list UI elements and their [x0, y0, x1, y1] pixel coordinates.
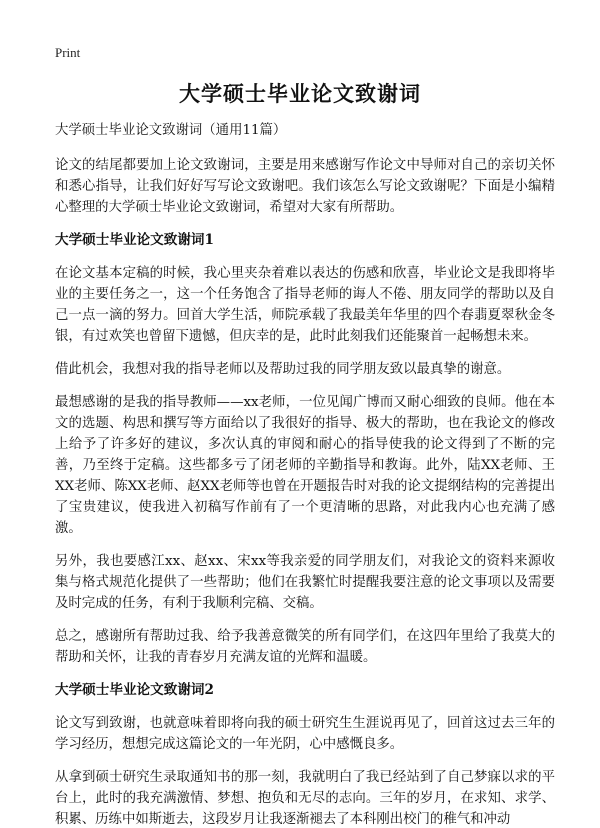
paragraph: 最想感谢的是我的指导教师——xx老师，一位见闻广博而又耐心细致的良师。他在本文的选题、构思和撰写等方面给以了我很好的指导、极大的帮助，也在我论文的修改上给予了许多好的建议，多次认真的审阅和耐心的指导使我的论文得到了不断的完善，乃至终于定稿。这些都多亏了闭老师的辛勤指导和教诲。此外，陆XX老师、王XX老师、陈XX老师、赵XX老师等也曾在开题报告时对我的论文提纲结构的完善提出了宝贵建议，使我进入初稿写作前有了一个更清晰的思路，对此我内心也充满了感激。	[55, 395, 555, 536]
paragraph: 从拿到硕士研究生录取通知书的那一刻，我就明白了我已经站到了自己梦寐以求的平台上，此时的我充满激情、梦想、抱负和无尽的志向。三年的岁月，在求知、求学、积累、历练中如斯逝去，这段岁月让我逐渐褪去了本科刚出校门的稚气和冲动	[55, 770, 555, 827]
document-title: 大学硕士毕业论文致谢词	[179, 81, 421, 106]
paragraph: 在论文基本定稿的时候，我心里夹杂着难以表达的伤感和欣喜，毕业论文是我即将毕业的主要任务之一，这一个任务饱含了指导老师的诲人不倦、朋友同学的帮助以及自己一点一滴的努力。回首大学生活，师院承载了我最美年华里的四个春翡夏翠秋金冬银，有过欢笑也曾留下遗憾，但庆幸的是，此时此刻我们还能聚首一起畅想未来。	[55, 266, 555, 344]
section-2	[55, 680, 555, 828]
document-subtitle: 大学硕士毕业论文致谢词（通用11篇）	[55, 123, 287, 138]
intro-paragraph: 论文的结尾都要加上论文致谢词，主要是用来感谢写作论文中导师对自己的亲切关怀和悉心指导，让我们好好写写论文致谢吧。我们该怎么写论文致谢呢？下面是小编精心整理的大学硕士毕业论文致谢词，希望对大家有所帮助。	[55, 158, 555, 215]
paragraph: 另外，我也要感江xx、赵xx、宋xx等我亲爱的同学朋友们，对我论文的资料来源收集与格式规范化提供了一些帮助；他们在我繁忙时提醒我要注意的论文事项以及需要及时完成的任务，有利于我顺利完稿、交稿。	[55, 554, 555, 611]
paragraph: 借此机会，我想对我的指导老师以及帮助过我的同学朋友致以最真挚的谢意。	[55, 362, 511, 377]
paragraph: 总之，感谢所有帮助过我、给予我善意微笑的所有同学们，在这四年里给了我莫大的帮助和关怀，让我的青春岁月充满友谊的光辉和温暖。	[55, 629, 555, 665]
section-heading: 大学硕士毕业论文致谢词1	[55, 232, 214, 248]
print-link[interactable]: Print	[55, 45, 81, 60]
paragraph: 论文写到致谢，也就意味着即将向我的硕士研究生生涯说再见了，回首这过去三年的学习经历，想想完成这篇论文的一年光阴，心中感慨良多。	[55, 716, 555, 752]
document-body	[55, 120, 555, 828]
section-heading: 大学硕士毕业论文致谢词2	[55, 682, 214, 698]
section-1	[55, 230, 555, 668]
